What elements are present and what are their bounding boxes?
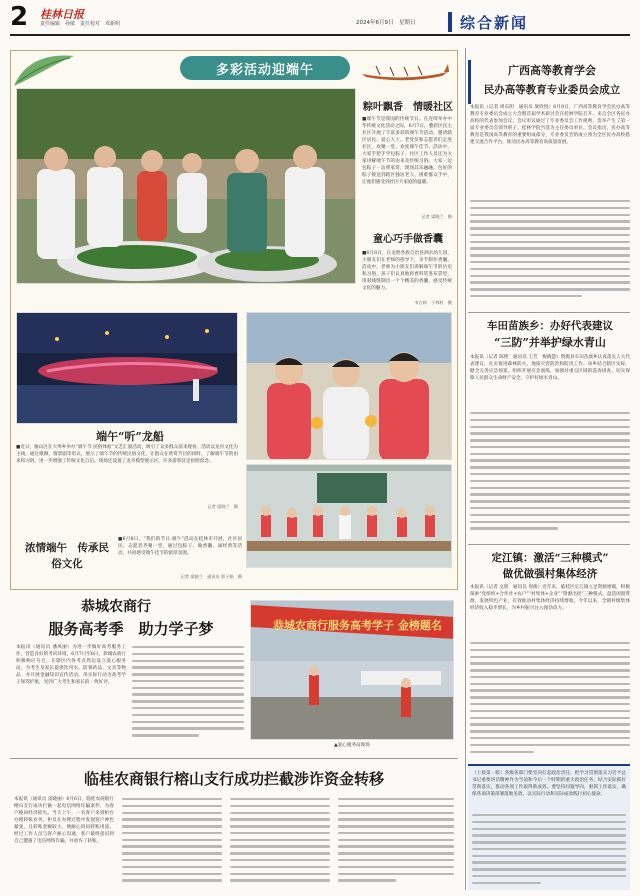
right1-bottom-rule	[468, 312, 630, 313]
leaf-decoration-icon	[12, 52, 76, 88]
banner-title: 多彩活动迎端午	[215, 62, 314, 78]
bank1-headline-1: 恭城农商行	[81, 599, 151, 615]
bank2-body: 本报讯（通讯员 雷晓丽）6月6日，临桂农商银行榕山支行成功拦截一起电信网络诈骗案件，为客户挽回经济损失。当天上午，一名客户来到柜台办理转账业务，柜员在办理过程中发现客户神色紧张，且转账金额较大，便耐心询问转账用途。经过工作人员与客户耐心沟通，客户最终意识到自己遭遇了电信网络诈骗，并放弃了转账。	[14, 797, 114, 844]
bank2-col2	[122, 798, 222, 892]
right3-headline-2: 做优做强村集体经济	[502, 568, 598, 580]
right2-body: 本报讯（记者 陈艳 通讯员 王芳 梅晓慧）资源县车田苗族乡认真落实人大代表建议，扎实推进森林防火、地质灾害防治和防汛工作。该乡结合辖区实际，健全完善应急预案，组织开展应急演练，加强对重点区域的巡查排查，切实保障人民群众生命财产安全，守护好绿水青山。	[470, 355, 630, 381]
continued-body-lines	[472, 814, 626, 886]
bank2-headline: 临桂农商银行榕山支行成功拦截涉诈资金转移	[83, 770, 384, 788]
column-divider	[465, 48, 466, 890]
header-rule	[10, 34, 630, 36]
bank2-top-rule	[10, 758, 458, 759]
story1-byline: 记者 梁晓兰 摄	[421, 214, 452, 219]
photo-classroom-event	[246, 464, 452, 568]
right2-body-continued	[470, 412, 630, 538]
story1-title: 粽叶飘香 情暖社区	[363, 102, 453, 113]
photo-children-sachets	[246, 312, 452, 460]
right1-body-continued	[470, 200, 630, 308]
paper-name: 桂林日报	[40, 8, 84, 21]
page-number: 2	[10, 2, 29, 32]
issue-date: 2024年6月9日 星期日	[356, 20, 416, 26]
right2-bottom-rule	[468, 544, 630, 545]
photo-zongzi-making	[16, 88, 356, 284]
banner	[180, 56, 350, 80]
photo-dragon-boat-show	[16, 312, 238, 424]
bank1-body: 本报讯（通讯员 潘凤丽）为进一步做好高考服务工作，营造良好的考试环境，6月7日至8日，恭城农商行积极响应号召，在辖区内各考点周边设立爱心服务站，为考生及家长提供饮用水、防暑药品、文具等物品，并开展金融知识宣传活动，用实际行动为高考学子保驾护航，受到广大考生和家长的一致好评。	[16, 645, 126, 685]
right2-headline-2: “三防”并举护绿水青山	[494, 336, 606, 349]
right3-body: 本报讯（记者 文昭 通讯员 周俊）近年来，临桂区定江镇立足资源禀赋，积极探索“党组织+合作社+农户”“村集体+企业”“资源出租”三种模式，盘活闲置资源，发展特色产业，有效推动村集体经济持续增收。今年以来，全镇村级集体经济收入稳步增长，为乡村振兴注入强劲动力。	[470, 585, 630, 611]
section-title: 综合新闻	[460, 14, 529, 32]
right1-headline-2: 民办高等教育专业委员会成立	[483, 84, 621, 96]
story1-body: ■端午节是我国的传统节日。在连续举办中华传统文化活动之际，6月7日，叠彩区民主社区开展了丰富多彩的端午节活动，邀请辖区居民、爱心人士、老党员和志愿者们走进社区，欢聚一堂，欢度端午佳节。活动中，大家手把手学包粽子，社区工作人员还为大家讲解端午节的由来及传统习俗。大家一边包粽子一边唠家常，现场其乐融融。包好的粽子被送到辖区独居老人、困难群众手中，让他们感受到社区大家庭的温暖。	[362, 117, 452, 185]
right3-headline-1: 定江镇：激活“三种模式”	[491, 552, 609, 564]
bank1-photo-caption: ▲爱心服务站现场	[334, 743, 370, 748]
story2-byline: 韦吉帅 于林杉 摄	[414, 300, 452, 305]
right2-headline-1: 车田苗族乡：办好代表建议	[487, 320, 613, 332]
dragon-boat-decoration-icon	[360, 60, 450, 82]
story4-body: ■6月8日，“我们的节日·端午”活动在桂林市开展，社区居民、志愿者齐聚一堂，通过包粽子、做香囊、诵经典等活动，共同感受端午佳节的浓厚氛围。	[118, 537, 242, 556]
bank2-col4	[338, 798, 454, 892]
continued-body: （上接第一版）各级各部门要坚决扛起政治责任，把学习贯彻落实习近平总书记重要讲话精神作为当前和今后一个时期的重大政治任务，结合实际抓好贯彻落实，推动各项工作取得新成效。要坚持问题导向，狠抓工作落实，确保各项决策部署落地见效，以实际行动和实际成效践行初心使命。	[472, 771, 626, 797]
story2-title: 童心巧手做香囊	[373, 234, 443, 245]
story2-body: ■6月8日，在龙胜各族自治县泗水幼儿园，小朋友们在老师的指导下，亲手制作香囊。活动中，老师为小朋友们讲解端午节的历史和习俗，孩子们认真地将香料装进布袋里，用彩线缝制出一个个精美的香囊，感受传统文化的魅力。	[362, 251, 452, 291]
bank1-body-continued	[132, 646, 244, 750]
story3-body: ■近日，雁山区在大埠乡举办“端午节·民俗体验”文艺汇演活动，吸引了众多群众前来观看。活动以龙舟文化为主线，通过歌舞、情景剧等形式，展示了端午节的传统民俗文化，让群众在欣赏节目的同时，了解端午节的由来和习俗，进一步增强了传统文化自信。现场还设置了龙舟模型展示区，许多游客驻足拍照留念。	[16, 445, 238, 464]
editors-line: 责任编辑 孙敏 责任校对 邓新明	[40, 21, 121, 27]
section-title-bar	[448, 12, 452, 32]
story3-title: 端午“听”龙船	[96, 430, 164, 443]
bank1-headline-2: 服务高考季 助力学子梦	[48, 620, 214, 638]
photo-bank-service-tent	[250, 600, 454, 740]
bank2-col3	[230, 798, 330, 892]
right1-body: 本报讯（记者 周东明 通讯员 梁欣悦）6月8日，广西高等教育学会民办高等教育专业委员会成立大会暨首届学术研讨会在桂林学院召开。来自全区各民办高校的代表参加会议。会议审议通过了专业委员会工作规则，选举产生了第一届专业委员会领导班子。桂林学院当选为主任委员单位。会议指出，民办高等教育是我国高等教育的重要组成部分，专业委员会的成立将为全区民办高校搭建交流合作平台，推动民办高等教育高质量发展。	[470, 105, 630, 145]
story4-title	[22, 540, 112, 572]
svg-text:恭城农商行服务高考学子 金榜题名: 恭城农商行服务高考学子 金榜题名	[273, 619, 442, 632]
right3-body-continued	[470, 642, 630, 758]
story4-title-text: 浓情端午 传承民俗文化	[25, 542, 109, 570]
right1-headline-1: 广西高等教育学会	[508, 64, 596, 77]
right-accent-bar	[468, 60, 471, 104]
story3-byline: 记者 梁晓兰 摄	[207, 504, 238, 509]
story4-byline: 记者 梁晓兰 通讯员 郭子娟 摄	[180, 574, 242, 579]
